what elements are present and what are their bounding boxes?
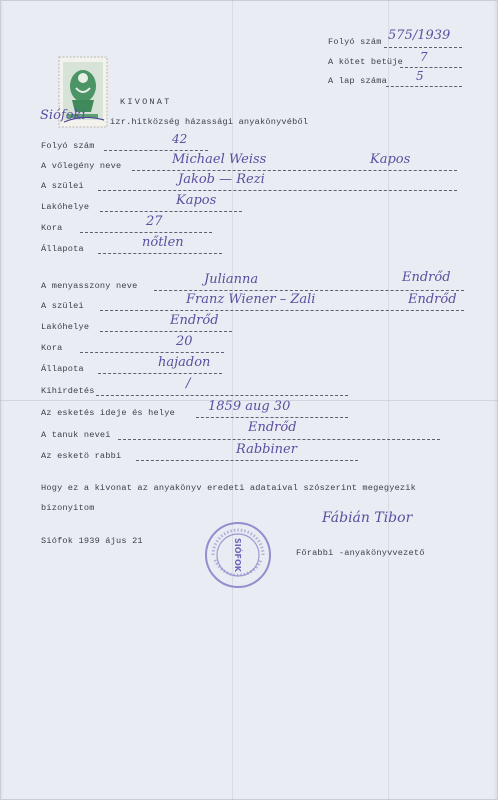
kotet-label: A kötet betüje [328,57,403,67]
field-value: / [186,376,191,391]
field-value: 20 [176,334,193,349]
document-title: KIVONAT [120,97,172,107]
field-value: Jakob — Rezi [178,172,265,187]
document-subtitle: izr.hitközség házassági anyakönyvéből [110,117,309,127]
field-label: A tanuk nevei [41,430,111,440]
field-value: Michael Weiss [172,152,267,167]
official-seal [203,520,273,590]
dotted-line [98,190,457,191]
dotted-line [118,439,440,440]
field-value: nőtlen [142,235,184,250]
field-value: Julianna [204,272,259,287]
field-label: Állapota [41,244,84,254]
field-label: Kora [41,223,63,233]
certification-text: bizonyitom [41,503,95,513]
dotted-line [96,395,348,396]
folyo-szam-value: 575/1939 [388,28,451,43]
dotted-line [136,460,358,461]
dotted-line [104,150,208,151]
field-value: hajadon [158,355,211,370]
field-label: A vőlegény neve [41,161,122,171]
signature: Fábián Tibor [322,510,413,526]
dotted-line [154,290,464,291]
field-value: Endrőd [402,270,451,285]
dotted-line [80,232,212,233]
lap-value: 5 [416,69,424,83]
field-label: Kora [41,343,63,353]
field-label: Állapota [41,364,84,374]
field-label: Az esketés ideje és helye [41,408,175,418]
field-label: A szülei [41,181,84,191]
dotted-line [100,211,242,212]
dotted-line [80,352,224,353]
field-label: A menyasszony neve [41,281,138,291]
folyo-szam-label: Folyó szám [328,37,382,47]
field-value: Endrőd [170,313,219,328]
field-label: Lakóhelye [41,202,90,212]
field-value: Endrőd [248,420,297,435]
dotted-line [98,253,222,254]
subtitle-handwritten: Siófoki [40,108,86,123]
field-label: A szülei [41,301,84,311]
fold-line [388,0,389,800]
dotted-line [132,170,457,171]
dotted-line [100,310,464,311]
place-date: Siófok 1939 ájus 21 [41,536,143,546]
lap-label: A lap száma [328,76,387,86]
field-value: Franz Wiener – Zali [186,292,316,307]
field-label: Kihirdetés [41,386,95,396]
field-label: Folyó szám [41,141,95,151]
dotted-line [98,373,222,374]
field-value: Kapos [370,152,411,167]
dotted-line [400,67,462,68]
field-label: Az esketö rabbi [41,451,122,461]
signatory-title: Főrabbi -anyakönyvvezető [296,548,425,558]
field-value: Kapos [176,193,217,208]
dotted-line [386,86,462,87]
seal-text: SIÓFOK [233,537,242,573]
kotet-value: 7 [420,50,428,64]
field-value: Rabbiner [236,442,297,457]
certification-text: Hogy ez a kivonat az anyakönyv eredeti adataival szószerint megegyezik [41,483,416,493]
field-value: 1859 aug 30 [208,399,291,414]
dotted-line [100,331,232,332]
dotted-line [196,417,348,418]
field-label: Lakóhelye [41,322,90,332]
dotted-line [384,47,462,48]
field-value: 27 [146,214,163,229]
field-value: 42 [172,132,188,146]
field-value: Endrőd [408,292,457,307]
